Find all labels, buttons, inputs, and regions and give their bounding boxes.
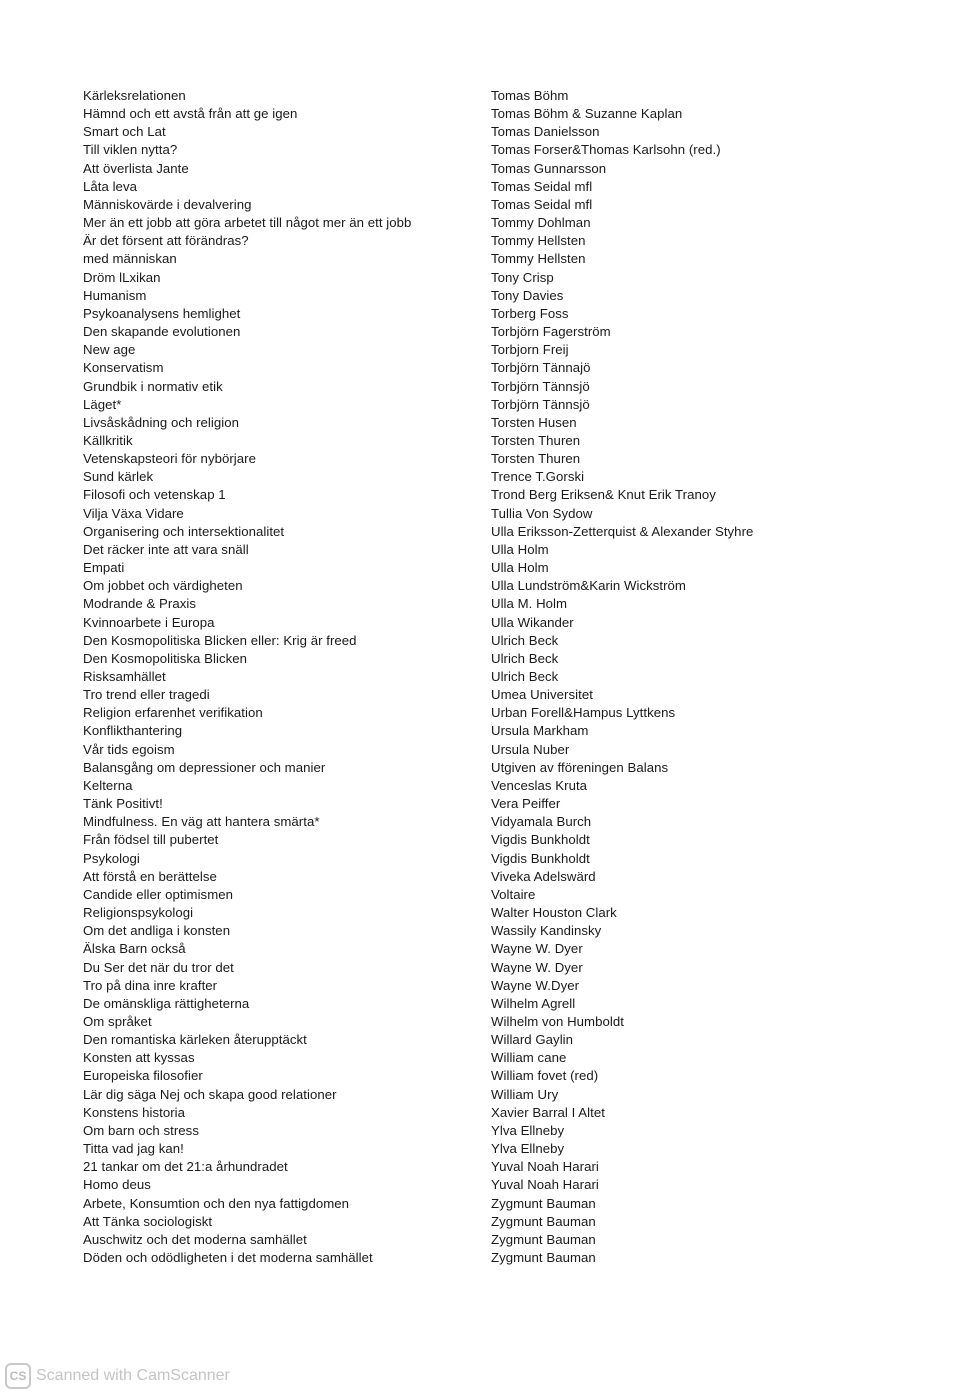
book-author: Torbjörn Tännsjö xyxy=(491,378,590,394)
book-author: Yuval Noah Harari xyxy=(491,1177,599,1193)
book-title: Livsåskådning och religion xyxy=(83,414,239,430)
book-author: Tommy Dohlman xyxy=(491,215,591,231)
book-title: Att överlista Jante xyxy=(83,160,189,176)
book-author: Wayne W.Dyer xyxy=(491,977,580,993)
book-author: Torsten Husen xyxy=(491,414,577,430)
book-title: Den Kosmopolitiska Blicken eller: Krig är freed xyxy=(83,632,357,648)
book-author: Utgiven av fföreningen Balans xyxy=(491,759,669,775)
book-title: Arbete, Konsumtion och den nya fattigdomen xyxy=(83,1195,350,1211)
book-author: Zygmunt Bauman xyxy=(491,1231,596,1247)
book-author: Vigdis Bunkholdt xyxy=(491,850,590,866)
book-author: Vidyamala Burch xyxy=(491,814,592,830)
book-title: Mer än ett jobb att göra arbetet till något mer än ett jobb xyxy=(83,215,412,231)
book-author: Zygmunt Bauman xyxy=(491,1250,596,1265)
book-author: Ulla M. Holm xyxy=(491,596,568,612)
book-title: Kvinnoarbete i Europa xyxy=(83,614,215,630)
book-title: Mindfulness. En väg att hantera smärta* xyxy=(83,814,320,830)
book-author: William cane xyxy=(491,1050,567,1066)
book-title: Den romantiska kärleken återupptäckt xyxy=(83,1032,307,1048)
book-title: Du Ser det när du tror det xyxy=(83,959,234,975)
book-author: Viveka Adelswärd xyxy=(491,868,596,884)
book-title: Älska Barn också xyxy=(83,941,186,957)
book-author: Ulrich Beck xyxy=(491,650,559,666)
book-author: Wassily Kandinsky xyxy=(491,923,602,939)
book-author: Yuval Noah Harari xyxy=(491,1159,599,1175)
book-title: De omänskliga rättigheterna xyxy=(83,995,250,1011)
book-author: Ylva Ellneby xyxy=(491,1141,565,1157)
book-author: Wayne W. Dyer xyxy=(491,941,583,957)
book-author: Tomas Seidal mfl xyxy=(491,196,593,212)
book-author: Ulla Eriksson-Zetterquist & Alexander Styhre xyxy=(491,523,754,539)
book-title: Filosofi och vetenskap 1 xyxy=(83,487,226,503)
book-title: Vetenskapsteori för nybörjare xyxy=(83,451,256,467)
book-title: Om det andliga i konsten xyxy=(83,923,231,939)
book-title: Humanism xyxy=(83,287,147,303)
book-title: 21 tankar om det 21:a århundradet xyxy=(83,1159,288,1175)
book-title: Hämnd och ett avstå från att ge igen xyxy=(83,106,298,122)
book-author: Voltaire xyxy=(491,886,536,902)
book-author: Tomas Böhm & Suzanne Kaplan xyxy=(491,106,683,122)
book-author: Ulla Holm xyxy=(491,560,549,576)
book-title: Att förstå en berättelse xyxy=(83,868,217,884)
book-title: Till viklen nytta? xyxy=(83,142,178,158)
book-titles-column xyxy=(83,87,478,1267)
book-author: Wilhelm Agrell xyxy=(491,995,576,1011)
book-title: Den skapande evolutionen xyxy=(83,324,241,340)
camscanner-logo-icon: CS xyxy=(5,1363,31,1389)
book-title: med människan xyxy=(83,251,177,267)
book-title: Låta leva xyxy=(83,178,137,194)
book-author: Tony Davies xyxy=(491,287,564,303)
book-authors-column xyxy=(491,87,931,1267)
book-author: Zygmunt Bauman xyxy=(491,1195,596,1211)
book-title: Konstens historia xyxy=(83,1104,186,1120)
book-title: Döden och odödligheten i det moderna samhället xyxy=(83,1250,373,1265)
book-author: Willard Gaylin xyxy=(491,1032,574,1048)
book-title: Källkritik xyxy=(83,432,133,448)
book-title: Vår tids egoism xyxy=(83,741,175,757)
book-author: Torbjorn Freij xyxy=(491,342,569,358)
book-title: Kelterna xyxy=(83,777,133,793)
book-title: Vilja Växa Vidare xyxy=(83,505,184,521)
book-title: Lär dig säga Nej och skapa good relationer xyxy=(83,1086,337,1102)
book-title: Grundbik i normativ etik xyxy=(83,378,223,394)
book-title: Är det försent att förändras? xyxy=(83,233,249,249)
book-author: Zygmunt Bauman xyxy=(491,1213,596,1229)
book-author: Ulla Holm xyxy=(491,541,549,557)
book-author: Tony Crisp xyxy=(491,269,554,285)
book-author: Ursula Nuber xyxy=(491,741,570,757)
book-title: Europeiska filosofier xyxy=(83,1068,203,1084)
book-author: Ulrich Beck xyxy=(491,669,559,684)
book-title: Om barn och stress xyxy=(83,1122,199,1138)
book-author: William fovet (red) xyxy=(491,1068,599,1084)
camscanner-watermark xyxy=(5,1363,230,1389)
book-title: Titta vad jag kan! xyxy=(83,1141,184,1157)
book-title: Från födsel till pubertet xyxy=(83,832,219,848)
book-author: Torbjörn Fagerström xyxy=(491,324,611,340)
book-title: Religion erfarenhet verifikation xyxy=(83,705,263,721)
book-author: Tomas Gunnarsson xyxy=(491,160,607,176)
book-author: Wayne W. Dyer xyxy=(491,959,583,975)
book-author: Tommy Hellsten xyxy=(491,251,586,267)
book-title: Tro trend eller tragedi xyxy=(83,687,210,703)
book-title: Konsten att kyssas xyxy=(83,1050,195,1066)
book-title: Sund kärlek xyxy=(83,469,154,485)
book-title: Modrande & Praxis xyxy=(83,596,196,612)
book-title: Om språket xyxy=(83,1013,152,1029)
book-author: Tomas Forser&Thomas Karlsohn (red.) xyxy=(491,142,721,158)
book-title: Candide eller optimismen xyxy=(83,886,233,902)
book-title: Tänk Positivt! xyxy=(83,796,163,812)
book-author: Urban Forell&Hampus Lyttkens xyxy=(491,705,676,721)
book-title: Läget* xyxy=(83,396,122,412)
book-author: Trence T.Gorski xyxy=(491,469,585,485)
book-author: Trond Berg Eriksen& Knut Erik Tranoy xyxy=(491,487,716,503)
book-title: Auschwitz och det moderna samhället xyxy=(83,1231,307,1247)
watermark-text: Scanned with CamScanner xyxy=(36,1367,230,1384)
book-title: Att Tänka sociologiskt xyxy=(83,1213,213,1229)
book-author: Ulla Wikander xyxy=(491,614,574,630)
book-title: Det räcker inte att vara snäll xyxy=(83,541,249,557)
book-author: Ursula Markham xyxy=(491,723,589,739)
book-title: New age xyxy=(83,342,136,358)
book-author: Vera Peiffer xyxy=(491,796,561,812)
book-author: Ulla Lundström&Karin Wickström xyxy=(491,578,686,594)
book-author: Umea Universitet xyxy=(491,687,593,703)
book-author: Wilhelm von Humboldt xyxy=(491,1013,624,1029)
book-author: Torbjörn Tännajö xyxy=(491,360,591,376)
book-author: Ylva Ellneby xyxy=(491,1122,565,1138)
book-title: Kärleksrelationen xyxy=(83,88,186,103)
book-title: Empati xyxy=(83,560,125,576)
book-author: Tomas Seidal mfl xyxy=(491,178,593,194)
book-title: Balansgång om depressioner och manier xyxy=(83,759,326,775)
book-author: Walter Houston Clark xyxy=(491,905,617,921)
book-title: Konflikthantering xyxy=(83,723,183,739)
book-title: Dröm lLxikan xyxy=(83,269,161,285)
book-author: Tomas Böhm xyxy=(491,88,569,103)
book-author: William Ury xyxy=(491,1086,559,1102)
book-title: Smart och Lat xyxy=(83,124,166,140)
book-title: Organisering och intersektionalitet xyxy=(83,523,285,539)
book-author: Tullia Von Sydow xyxy=(491,505,593,521)
book-title: Psykoanalysens hemlighet xyxy=(83,305,241,321)
book-author: Tommy Hellsten xyxy=(491,233,586,249)
book-author: Ulrich Beck xyxy=(491,632,559,648)
book-title: Om jobbet och värdigheten xyxy=(83,578,243,594)
book-author: Torsten Thuren xyxy=(491,432,581,448)
book-author: Tomas Danielsson xyxy=(491,124,600,140)
book-title: Den Kosmopolitiska Blicken xyxy=(83,650,248,666)
book-title: Konservatism xyxy=(83,360,164,376)
book-author: Venceslas Kruta xyxy=(491,777,588,793)
book-title: Homo deus xyxy=(83,1177,151,1193)
book-author: Xavier Barral I Altet xyxy=(491,1104,605,1120)
book-author: Vigdis Bunkholdt xyxy=(491,832,590,848)
book-author: Torberg Foss xyxy=(491,305,569,321)
book-author: Torsten Thuren xyxy=(491,451,581,467)
book-author: Torbjörn Tännsjö xyxy=(491,396,590,412)
book-title: Psykologi xyxy=(83,850,140,866)
book-title: Religionspsykologi xyxy=(83,905,194,921)
book-title: Människovärde i devalvering xyxy=(83,196,252,212)
book-title: Tro på dina inre krafter xyxy=(83,977,218,993)
book-title: Risksamhället xyxy=(83,669,166,684)
